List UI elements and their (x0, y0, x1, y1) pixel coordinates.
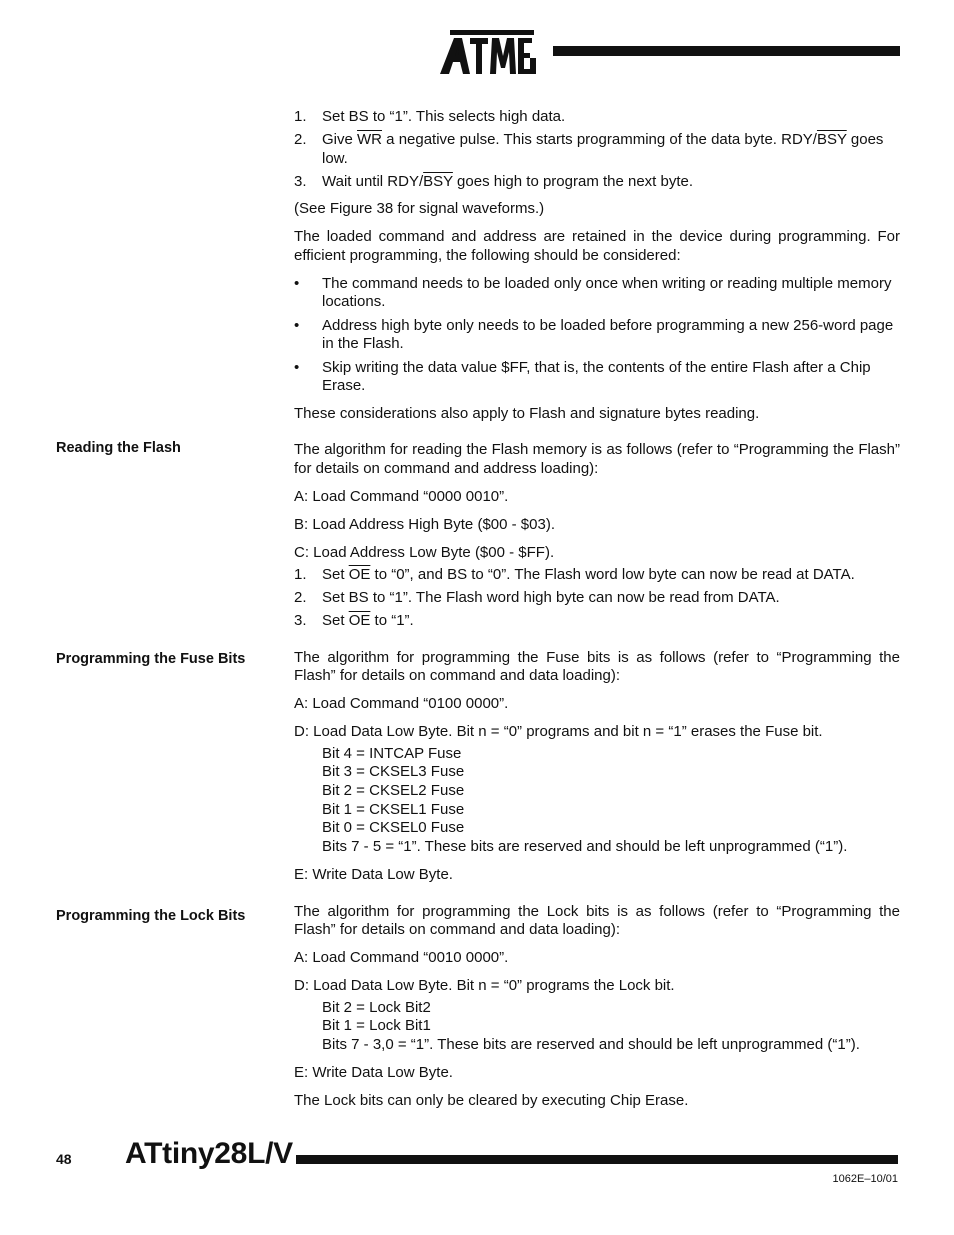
consideration-item (294, 275, 900, 312)
step-number: 2. (294, 589, 307, 606)
read-step-3 (294, 612, 900, 631)
step-text: Wait until RDY/$\overline{BSY}$ goes high to program the next byte. (322, 172, 694, 190)
fuse-bit-line: Bit 3 = CKSEL3 Fuse (322, 763, 465, 781)
step-text: Give $\overline{WR}$ a negative pulse. This starts programming of the data byte. RDY/$\overline{BSY}$ goes low. (322, 131, 884, 167)
step-text: Set $\overline{OE}$ to “0”, and BS to “0”. The Flash word low byte can now be read at DATA. (322, 566, 855, 583)
fuse-bits-intro: The algorithm for programming the Fuse bits is as follows (refer to “Programming the Flash” for details on command and data loading): (294, 648, 900, 684)
consideration-text: Address high byte only needs to be loaded before programming a new 256-word page in the Flash. (322, 316, 894, 352)
heading-fuse-bits: Programming the Fuse Bits (56, 651, 246, 667)
lock-bit-list (294, 999, 900, 1055)
lock-bit-line: Bits 7 - 3,0 = “1”. These bits are reserved and should be left unprogrammed (“1”). (322, 1036, 860, 1054)
read-step-2 (294, 589, 900, 608)
consideration-text: Skip writing the data value $FF, that is, the contents of the entire Flash after a Chip Erase. (322, 358, 871, 394)
reading-flash-steps (294, 566, 900, 631)
fuse-bit-line: Bit 2 = CKSEL2 Fuse (322, 781, 465, 799)
fuse-bits-step-d: D: Load Data Low Byte. Bit n = “0” programs and bit n = “1” erases the Fuse bit. (294, 723, 823, 740)
read-step-1 (294, 566, 900, 585)
active-low-signal: $\overline{OE}$ (348, 612, 371, 629)
consideration-item (294, 317, 900, 354)
step-number: 3. (294, 612, 307, 629)
heading-reading-flash: Reading the Flash (56, 440, 181, 456)
considerations-note: These considerations also apply to Flash and signature bytes reading. (294, 404, 760, 422)
main-content (294, 108, 900, 1120)
lock-bit-line: Bit 1 = Lock Bit1 (322, 1017, 431, 1035)
atmel-logo (440, 28, 538, 78)
bullet-icon: • (294, 358, 300, 376)
intro-step-list (294, 108, 900, 191)
fuse-bit-line: Bit 4 = INTCAP Fuse (322, 744, 462, 762)
bullet-icon: • (294, 274, 300, 292)
step-text: Set BS to “1”. The Flash word high byte can now be read from DATA. (322, 589, 780, 606)
lock-bits-intro: The algorithm for programming the Lock bits is as follows (refer to “Programming the Flash” for details on command and data loading): (294, 902, 900, 939)
reading-flash-step-b: B: Load Address High Byte ($00 - $03). (294, 515, 555, 533)
reading-flash-intro: The algorithm for reading the Flash memory is as follows (refer to “Programming the Flash” for details on command and address loading): (294, 441, 900, 477)
intro-step-1 (294, 108, 900, 127)
active-low-signal: $\overline{WR}$ (357, 131, 383, 148)
lock-bits-step-a: A: Load Command “0010 0000”. (294, 949, 509, 967)
fuse-bit-line: Bit 0 = CKSEL0 Fuse (322, 819, 465, 837)
reading-flash-step-a: A: Load Command “0000 0010”. (294, 487, 509, 505)
bullet-icon: • (294, 316, 300, 334)
document-title: ATtiny28L/V (125, 1137, 293, 1170)
fuse-bit-line: Bit 1 = CKSEL1 Fuse (322, 800, 465, 818)
consideration-item (294, 359, 900, 396)
consideration-text: The command needs to be loaded only once when writing or reading multiple memory locations. (322, 274, 892, 310)
fuse-bit-list (294, 745, 900, 857)
step-number: 1. (294, 566, 307, 583)
fuse-bits-step-e: E: Write Data Low Byte. (294, 866, 453, 884)
fuse-bit-line: Bits 7 - 5 = “1”. These bits are reserved and should be left unprogrammed (“1”). (322, 838, 848, 856)
active-low-signal: $\overline{BSY}$ (816, 131, 847, 148)
document-code: 1062E–10/01 (832, 1173, 898, 1185)
reading-flash-step-c: C: Load Address Low Byte ($00 - $FF). (294, 543, 555, 561)
retained-paragraph: The loaded command and address are retained in the device during programming. For efficient programming, the following should be considered: (294, 228, 900, 264)
step-number: 1. (294, 108, 307, 125)
fuse-bits-step-a: A: Load Command “0100 0000”. (294, 695, 509, 712)
step-text: Set BS to “1”. This selects high data. (322, 108, 566, 125)
active-low-signal: $\overline{OE}$ (348, 566, 371, 583)
step-number: 3. (294, 172, 307, 190)
lock-bits-step-e: E: Write Data Low Byte. (294, 1064, 453, 1082)
header-rule (553, 46, 900, 56)
lock-bits-step-d: D: Load Data Low Byte. Bit n = “0” programs the Lock bit. (294, 977, 675, 995)
heading-lock-bits: Programming the Lock Bits (56, 908, 246, 924)
step-text: Set $\overline{OE}$ to “1”. (322, 612, 414, 629)
footer-rule (296, 1155, 898, 1164)
intro-step-2 (294, 131, 900, 168)
page-number: 48 (56, 1151, 72, 1167)
active-low-signal: $\overline{BSY}$ (423, 172, 453, 190)
lock-bit-line: Bit 2 = Lock Bit2 (322, 998, 431, 1016)
see-figure-text: (See Figure 38 for signal waveforms.) (294, 200, 545, 217)
step-number: 2. (294, 131, 307, 148)
considerations-list (294, 275, 900, 396)
lock-bits-note: The Lock bits can only be cleared by executing Chip Erase. (294, 1092, 689, 1110)
intro-step-3 (294, 173, 900, 192)
